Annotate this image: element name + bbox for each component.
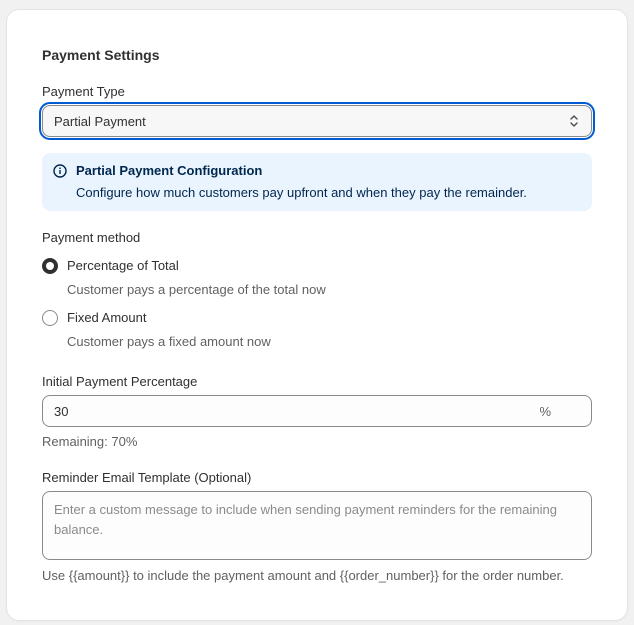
info-banner [42,153,592,211]
payment-method-label: Payment method [42,230,141,245]
payment-type-select[interactable] [42,105,592,137]
option-fixed-label[interactable]: Fixed Amount [67,310,147,325]
initial-payment-value: 30 [54,404,69,419]
payment-type-value: Partial Payment [54,113,146,129]
option-fixed-help: Customer pays a fixed amount now [67,334,271,349]
banner-title: Partial Payment Configuration [76,163,263,178]
option-percentage-help: Customer pays a percentage of the total now [67,282,326,297]
initial-payment-input[interactable] [42,395,592,427]
radio-fixed-amount[interactable] [42,310,58,326]
reminder-label: Reminder Email Template (Optional) [42,470,252,485]
percent-suffix: % [539,404,551,419]
initial-payment-label: Initial Payment Percentage [42,374,198,389]
payment-settings-card [7,10,627,620]
section-title: Payment Settings [42,47,160,63]
reminder-help: Use {{amount}} to include the payment amount and {{order_number}} for the order number. [42,568,564,583]
remaining-text: Remaining: 70% [42,434,138,449]
radio-percentage-of-total[interactable] [42,258,58,274]
chevron-up-down-icon [568,113,580,129]
reminder-template-textarea[interactable]: Enter a custom message to include when sending payment reminders for the remaining balance. [42,491,592,560]
option-percentage-label[interactable]: Percentage of Total [67,258,179,273]
payment-type-label: Payment Type [42,84,125,99]
info-icon [53,164,67,178]
banner-text: Configure how much customers pay upfront and when they pay the remainder. [76,185,527,200]
